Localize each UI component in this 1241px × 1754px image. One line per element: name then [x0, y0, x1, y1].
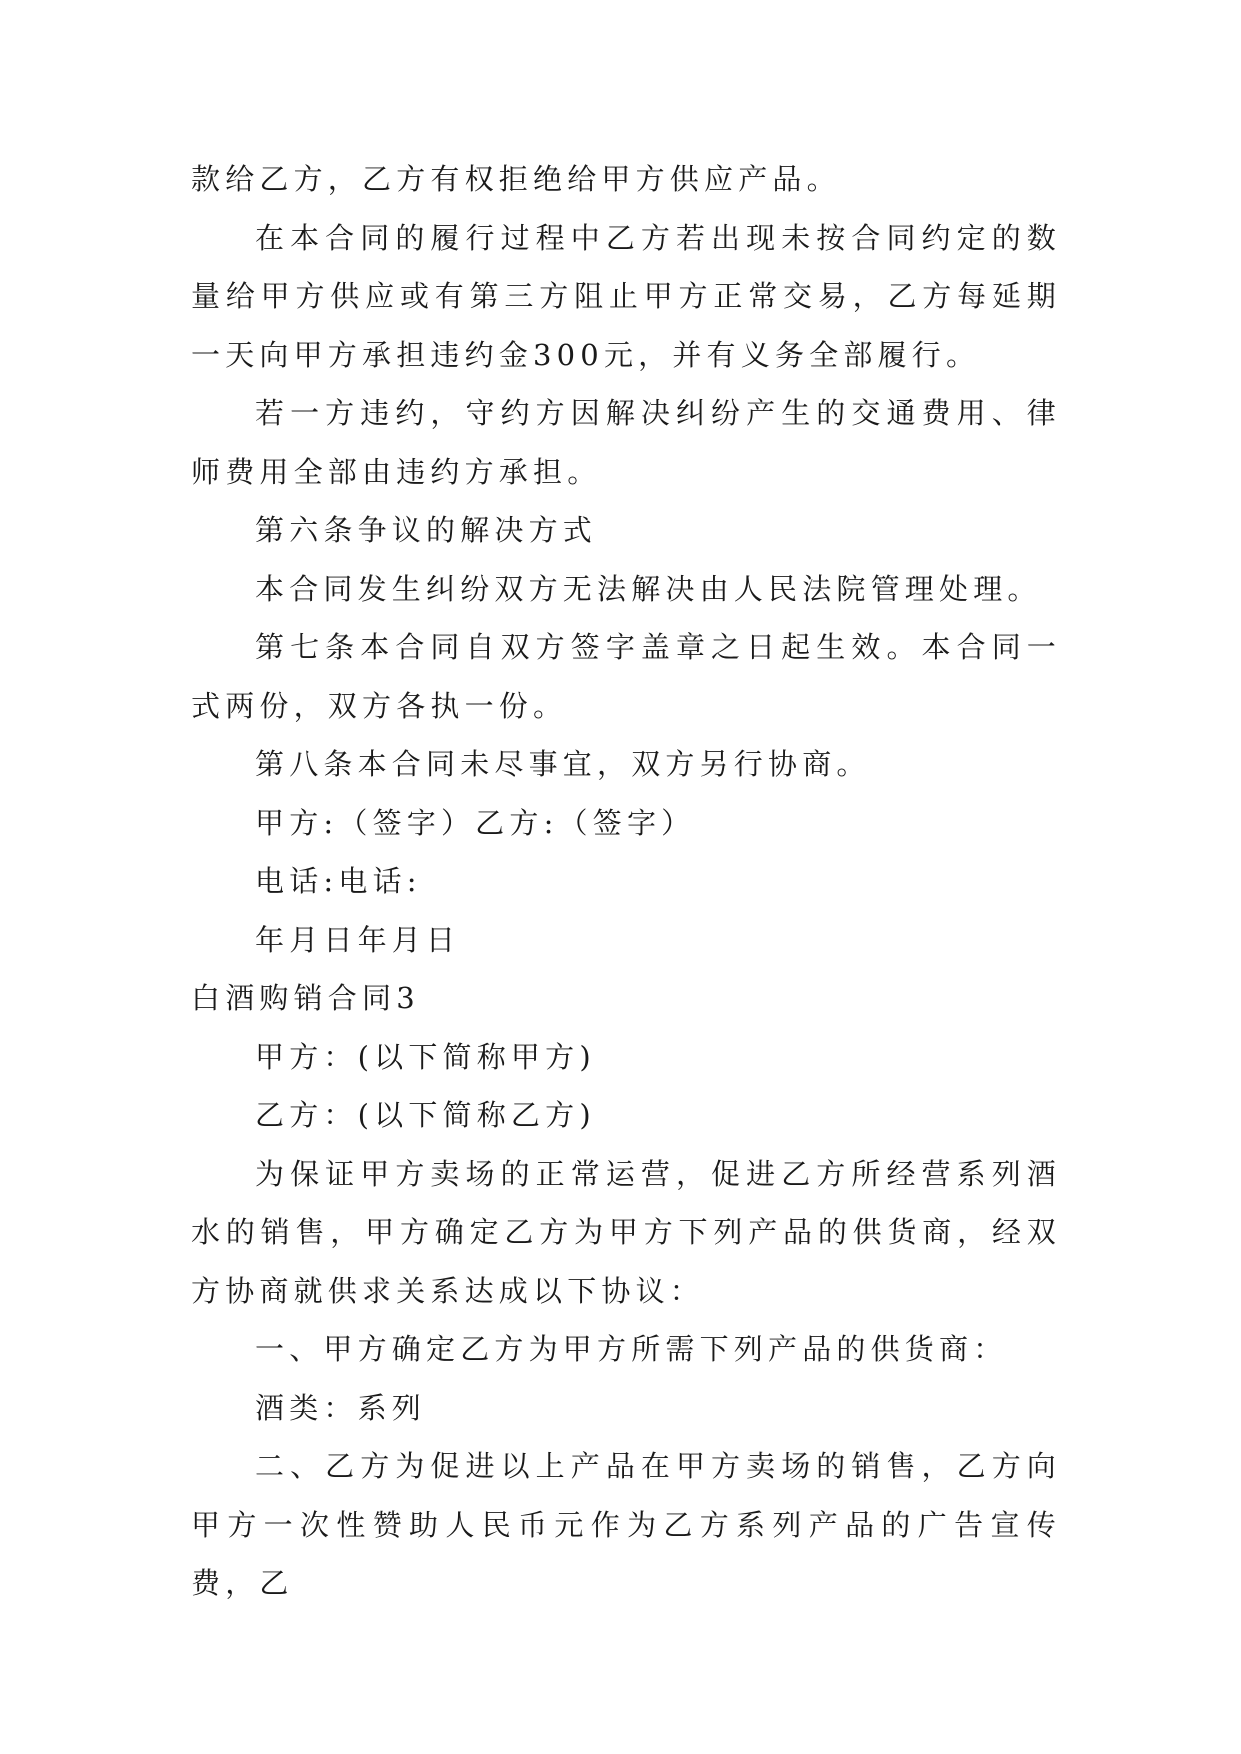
- paragraph-preamble: 为保证甲方卖场的正常运营，促进乙方所经营系列酒水的销售，甲方确定乙方为甲方下列产品的供货商，经双方协商就供求关系达成以下协议：: [191, 1156, 1061, 1308]
- document-body: [191, 150, 1061, 1613]
- party-b-line: 乙方：(以下简称乙方): [255, 1098, 596, 1132]
- party-a-line: 甲方：(以下简称甲方): [255, 1039, 596, 1074]
- paragraph: 款给乙方，乙方有权拒绝给甲方供应产品。: [191, 162, 841, 196]
- paragraph: 本合同发生纠纷双方无法解决由人民法院管理处理。: [255, 571, 1042, 606]
- clause-1: 一、甲方确定乙方为甲方所需下列产品的供货商：: [255, 1332, 1008, 1366]
- section-heading-article-6: 第六条争议的解决方式: [255, 513, 598, 547]
- clause-2: 二、乙方为促进以上产品在甲方卖场的销售，乙方向甲方一次性赞助人民币元作为乙方系列产品的广告宣传费，乙: [191, 1449, 1061, 1600]
- paragraph-article-7: 第七条本合同自双方签字盖章之日起生效。本合同一式两份，双方各执一份。: [191, 630, 1061, 723]
- date-line: 年月日年月日: [255, 922, 461, 957]
- contract-title: 白酒购销合同3: [191, 981, 420, 1015]
- product-category-line: 酒类：系列: [255, 1390, 427, 1425]
- phone-line: 电话:电话:: [255, 864, 422, 898]
- paragraph: 若一方违约，守约方因解决纠纷产生的交通费用、律师费用全部由违约方承担。: [191, 396, 1061, 489]
- paragraph-article-8: 第八条本合同未尽事宜，双方另行协商。: [255, 747, 871, 781]
- paragraph: 在本合同的履行过程中乙方若出现未按合同约定的数量给甲方供应或有第三方阻止甲方正常交易，乙方每延期一天向甲方承担违约金300元，并有义务全部履行。: [191, 220, 1061, 372]
- signature-line: 甲方:（签字）乙方:（签字）: [255, 805, 696, 840]
